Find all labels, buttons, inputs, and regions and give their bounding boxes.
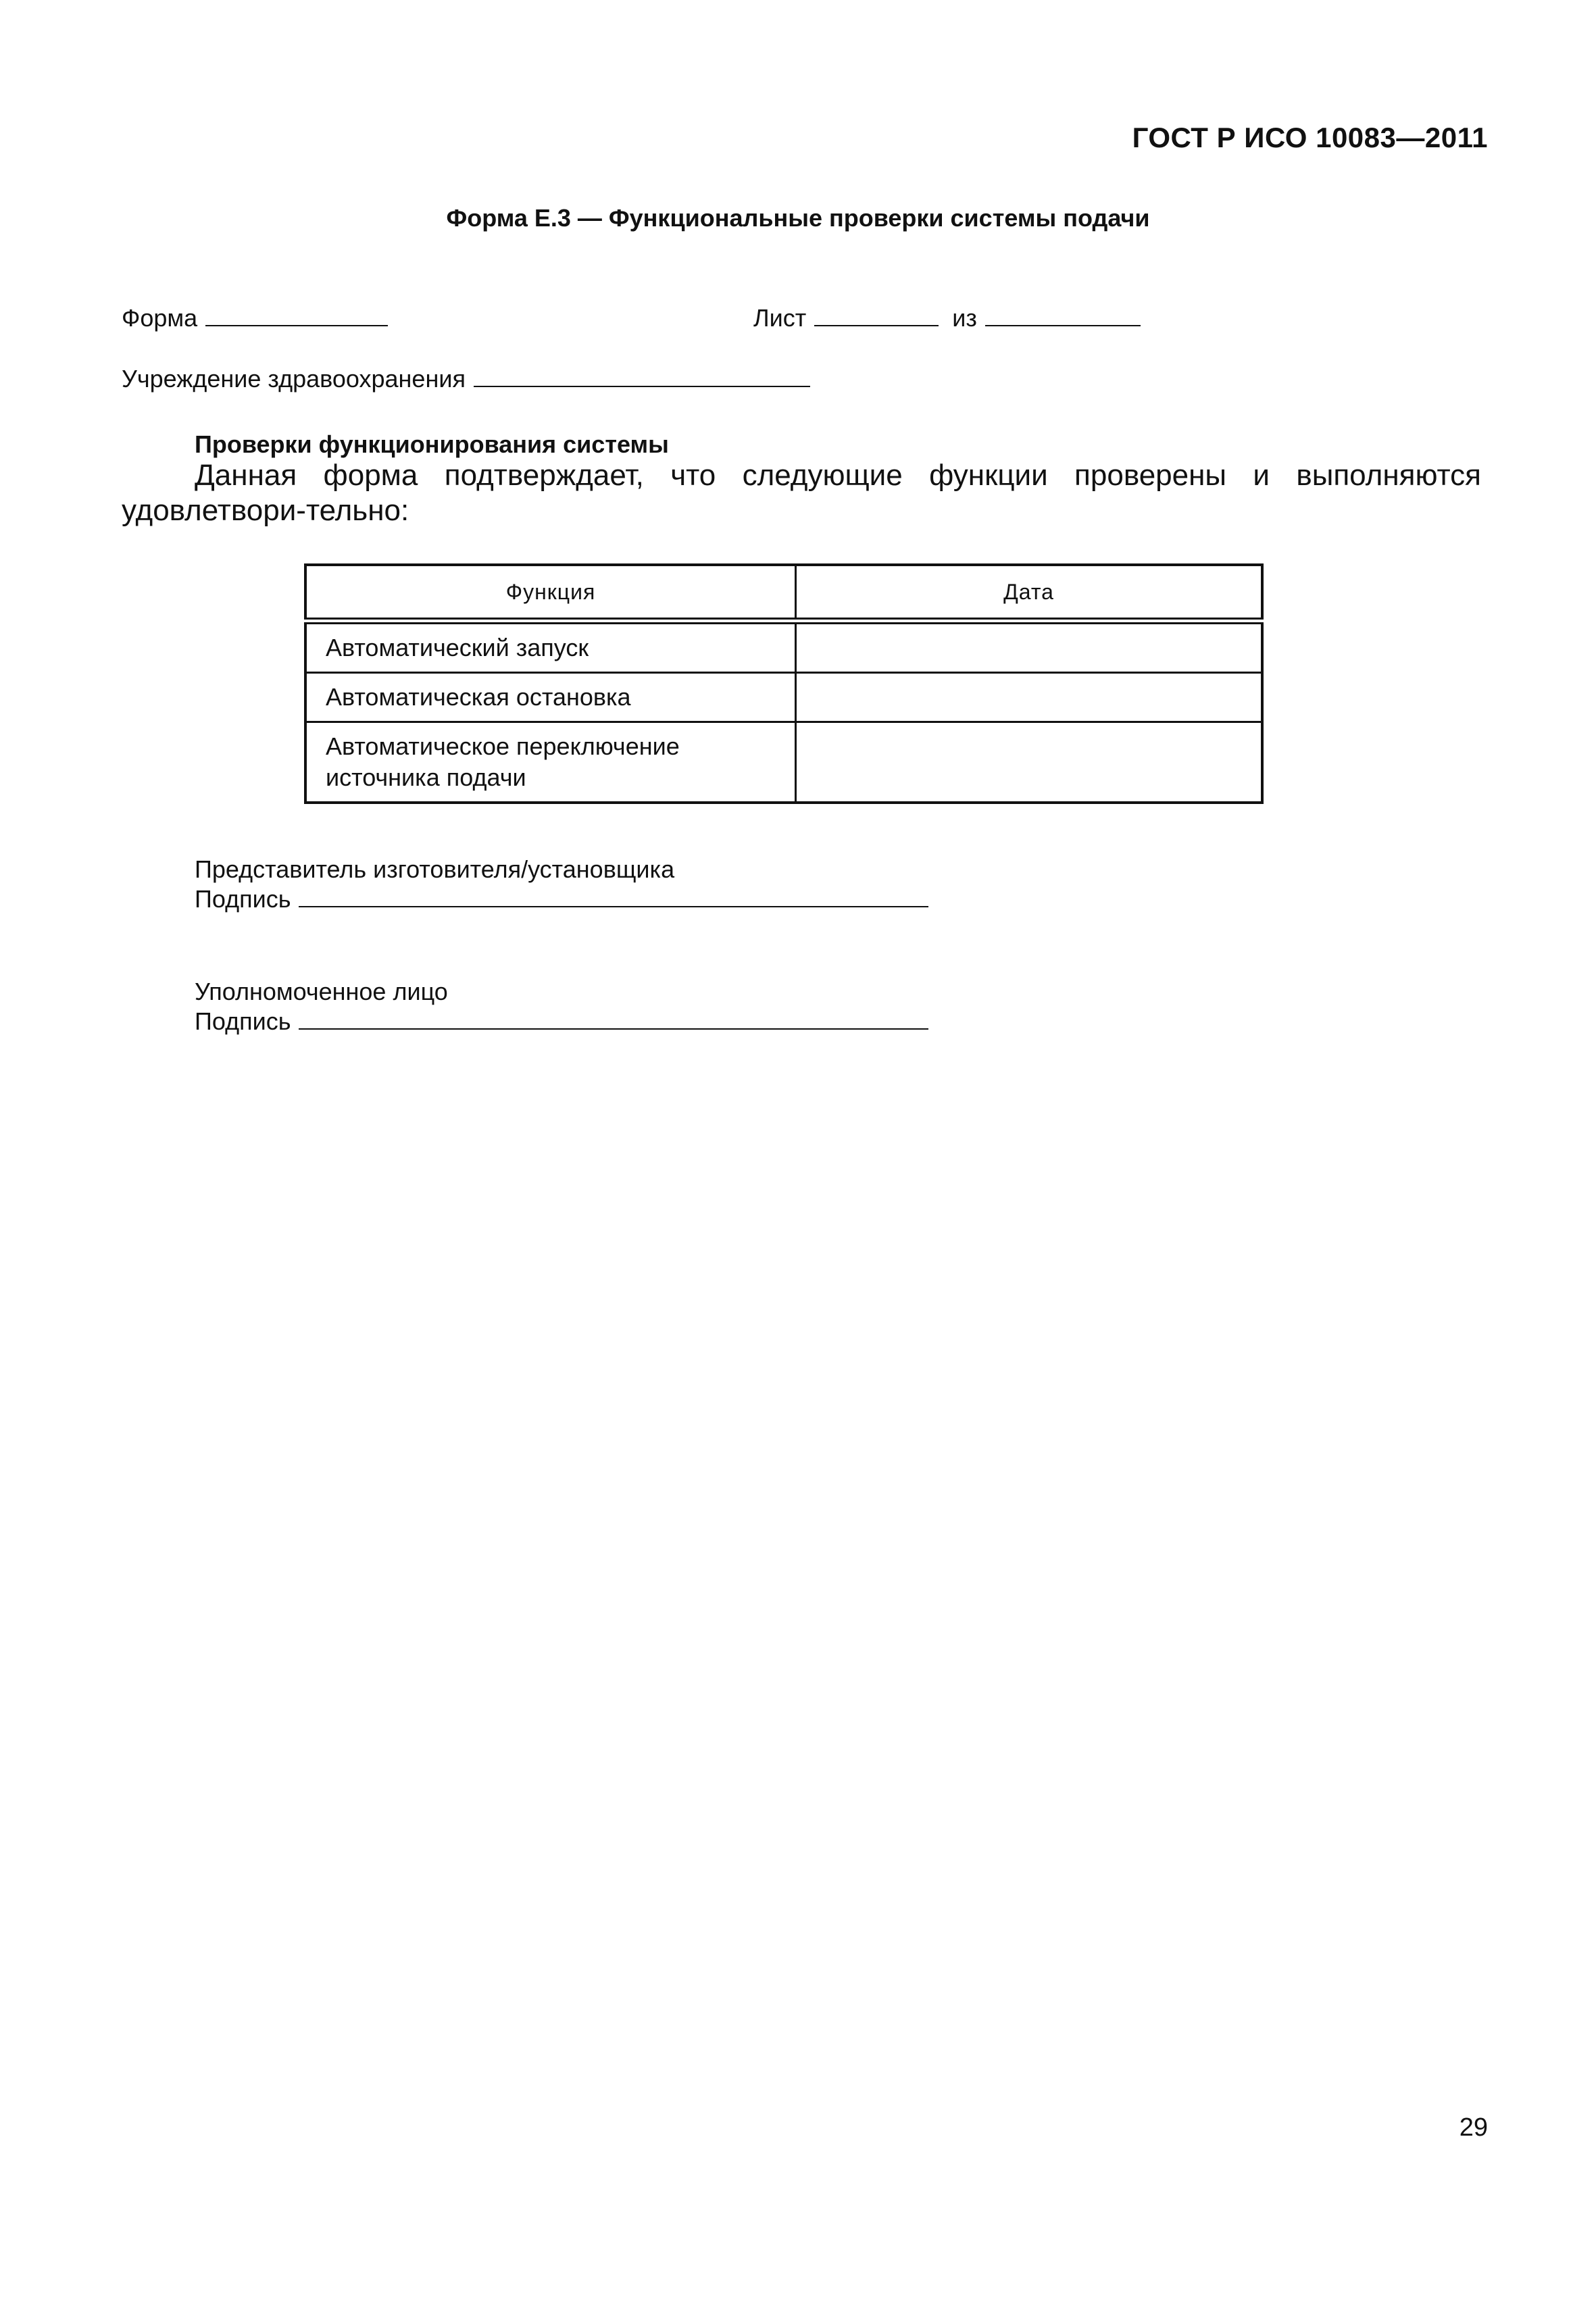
form-number-blank[interactable] <box>205 305 388 326</box>
form-title: Форма Е.3 — Функциональные проверки системы подачи <box>446 204 1150 232</box>
authorized-signature-field <box>195 1007 928 1036</box>
representative-signature-field <box>195 885 928 913</box>
function-cell: Автоматический запуск <box>305 621 796 673</box>
signature-label: Подпись <box>195 1007 291 1035</box>
standard-header: ГОСТ Р ИСО 10083—2011 <box>1132 122 1488 153</box>
date-cell[interactable] <box>796 673 1263 722</box>
column-header-date: Дата <box>796 565 1263 621</box>
representative-label: Представитель изготовителя/установщика <box>195 855 675 883</box>
table-header-row <box>305 565 1262 621</box>
sheet-field <box>753 304 1141 332</box>
column-header-function: Функция <box>305 565 796 621</box>
sheet-number-blank[interactable] <box>814 305 939 326</box>
page-number: 29 <box>1459 2113 1488 2142</box>
sheet-label: Лист <box>753 304 807 332</box>
form-label: Форма <box>122 304 198 332</box>
signature-label: Подпись <box>195 885 291 913</box>
authorized-person-label: Уполномоченное лицо <box>195 978 448 1005</box>
institution-blank[interactable] <box>474 366 810 387</box>
function-checks-table <box>304 563 1264 804</box>
authorized-signature-blank[interactable] <box>299 1008 928 1030</box>
date-cell[interactable] <box>796 621 1263 673</box>
date-cell[interactable] <box>796 722 1263 803</box>
institution-label: Учреждение здравоохранения <box>122 365 466 393</box>
institution-field <box>122 365 810 393</box>
section-heading: Проверки функционирования системы <box>195 430 669 458</box>
section-text: Данная форма подтверждает, что следующие функции проверены и выполняются удовлетвори-тельно: <box>122 459 1481 527</box>
function-cell: Автоматическая остановка <box>305 673 796 722</box>
table-row <box>305 673 1262 722</box>
function-cell: Автоматическое переключение источника подачи <box>305 722 796 803</box>
of-label: из <box>952 304 977 332</box>
sheet-total-blank[interactable] <box>985 305 1141 326</box>
form-number-field <box>122 304 388 332</box>
representative-signature-blank[interactable] <box>299 886 928 907</box>
table-row <box>305 722 1262 803</box>
table-row <box>305 621 1262 673</box>
